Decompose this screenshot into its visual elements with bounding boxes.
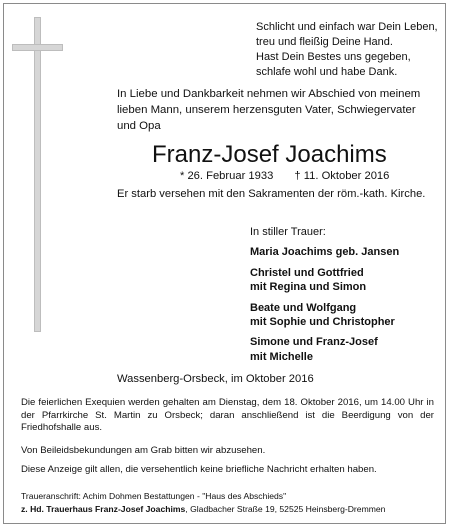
condolence-paragraph: Von Beileidsbekundungen am Grab bitten wir abzusehen. <box>21 445 266 456</box>
death-date: † 11. Oktober 2016 <box>294 170 390 182</box>
obituary-notice <box>3 3 446 524</box>
poem <box>256 20 438 80</box>
deceased-name: Franz-Josef Joachims <box>152 141 387 168</box>
poem-line: Schlicht und einfach war Dein Leben, <box>256 21 438 33</box>
sacraments-line: Er starb versehen mit den Sakramenten der röm.-kath. Kirche. <box>117 188 426 200</box>
poem-line: treu und fleißig Deine Hand. <box>256 36 393 48</box>
intro-text <box>117 86 447 134</box>
mourner-line: Christel und Gottfried <box>250 266 364 279</box>
intro-line: und Opa <box>117 120 161 132</box>
contact-address <box>21 490 441 516</box>
contact-street: , Gladbacher Straße 19, 52525 Heinsberg-Dremmen <box>185 504 386 514</box>
intro-line: lieben Mann, unserem herzensguten Vater, Schwiegervater <box>117 104 416 116</box>
contact-recipient: z. Hd. Trauerhaus Franz-Josef Joachims <box>21 504 186 514</box>
exequien-paragraph: Die feierlichen Exequien werden gehalten am Dienstag, dem 18. Oktober 2016, um 14.00 Uhr in der Pfarrkirche St. Martin zu Orsbeck; daran anschließend ist die Beerdigung von der Friedhofshalle aus. <box>21 397 434 434</box>
mourner-family <box>250 301 399 330</box>
mourner-line: Maria Joachims geb. Jansen <box>250 246 400 259</box>
notice-paragraph: Diese Anzeige gilt allen, die versehentlich keine briefliche Nachricht erhalten haben. <box>21 464 377 475</box>
mourner-family <box>250 245 399 259</box>
mourner-family <box>250 266 399 295</box>
mourner-family <box>250 335 399 364</box>
mourner-line: Simone und Franz-Josef <box>250 336 378 349</box>
mourner-line: Beate und Wolfgang <box>250 301 357 314</box>
contact-line-1: Traueranschrift: Achim Dohmen Bestattungen - "Haus des Abschieds" <box>21 491 287 501</box>
poem-line: Hast Dein Bestes uns gegeben, <box>256 51 411 63</box>
cross-icon-vertical <box>34 17 41 332</box>
mourner-line: mit Michelle <box>250 350 313 363</box>
mourners-label: In stiller Trauer: <box>250 226 326 238</box>
mourner-line: mit Sophie und Christopher <box>250 316 395 329</box>
place-date: Wassenberg-Orsbeck, im Oktober 2016 <box>117 373 314 385</box>
cross-icon-joint <box>35 45 40 50</box>
birth-date: * 26. Februar 1933 <box>180 170 274 182</box>
life-dates <box>180 169 389 183</box>
poem-line: schlafe wohl und habe Dank. <box>256 66 398 78</box>
mourner-line: mit Regina und Simon <box>250 281 367 294</box>
intro-line: In Liebe und Dankbarkeit nehmen wir Abschied von meinem <box>117 88 421 100</box>
contact-line-2 <box>21 503 441 516</box>
mourners <box>250 225 399 370</box>
